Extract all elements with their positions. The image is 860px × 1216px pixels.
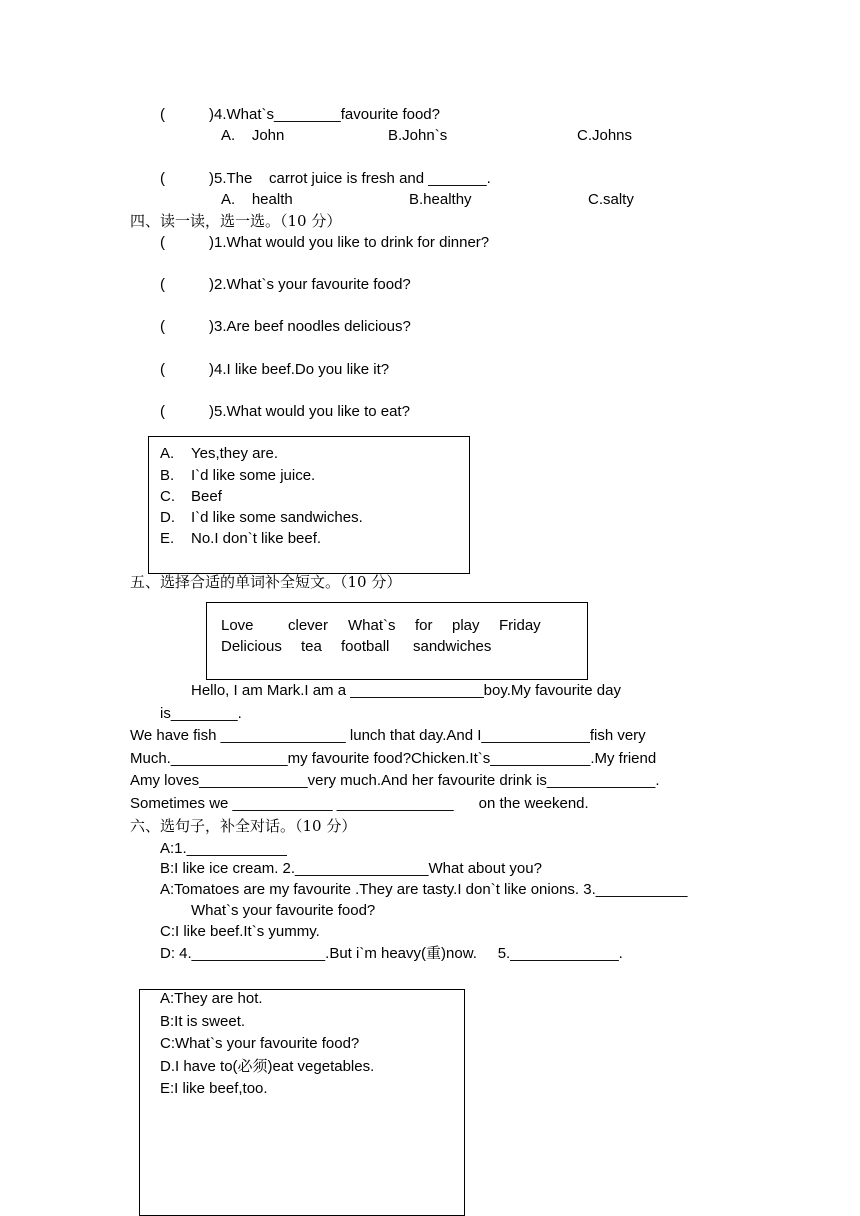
passage-line: We have fish _______________ lunch that day.And I_____________fish very (130, 727, 646, 744)
p4-q1-text: )1.What would you like to drink for dinner? (209, 234, 490, 251)
p4-q4-paren: ( (160, 361, 165, 378)
p4-option-letter-b: B. (160, 467, 175, 484)
passage-line: Amy loves_____________very much.And her favourite drink is_____________. (130, 772, 660, 789)
part6-heading: 六、选句子，补全对话。（10 分） (130, 817, 357, 835)
p4-option-text-a: Yes,they are. (191, 445, 279, 462)
q4-option-b: B.John`s (388, 127, 448, 144)
p4-q2-paren: ( (160, 276, 165, 293)
p4-q4-text: )4.I like beef.Do you like it? (209, 361, 390, 378)
p4-option-letter-a: A. (160, 445, 175, 462)
dialogue-line: C:I like beef.It`s yummy. (160, 923, 320, 940)
p4-q2-text: )2.What`s your favourite food? (209, 276, 411, 293)
dialogue-line: What`s your favourite food? (191, 902, 376, 919)
passage-line: Much.______________my favourite food?Chicken.It`s____________.My friend (130, 750, 657, 767)
p4-option-letter-e: E. (160, 530, 175, 547)
p4-option-text-e: No.I don`t like beef. (191, 530, 322, 547)
word-bank-item: Love (221, 617, 254, 634)
q5-text: )5.The carrot juice is fresh and _______. (209, 170, 491, 187)
dialogue-line: A:1.____________ (160, 840, 287, 857)
part4-heading: 四、读一读，选一选。（10 分） (130, 212, 342, 230)
q5-option-b: B.healthy (409, 191, 472, 208)
p6-option: E:I like beef,too. (160, 1080, 268, 1097)
word-bank-item: Delicious (221, 638, 282, 655)
dialogue-line: D: 4.________________.But i`m heavy(重)now. 5._____________. (160, 945, 623, 962)
word-bank-item: play (452, 617, 480, 634)
word-bank-item: football (341, 638, 390, 655)
q4-text: )4.What`s________favourite food? (209, 106, 440, 123)
p4-q5-paren: ( (160, 403, 165, 420)
part5-heading: 五、选择合适的单词补全短文。（10 分） (130, 573, 402, 591)
passage-line: Sometimes we ____________ ______________ on the weekend. (130, 795, 589, 812)
p4-q1-paren: ( (160, 234, 165, 251)
p4-q5-text: )5.What would you like to eat? (209, 403, 410, 420)
p6-option: B:It is sweet. (160, 1013, 246, 1030)
passage-line: Hello, I am Mark.I am a ________________boy.My favourite day (191, 682, 621, 699)
dialogue-line: B:I like ice cream. 2.________________What about you? (160, 860, 542, 877)
dialogue-line: A:Tomatoes are my favourite .They are tasty.I don`t like onions. 3.___________ (160, 881, 688, 898)
p6-option: D.I have to(必须)eat vegetables. (160, 1058, 375, 1075)
q4-option-a: A. John (221, 127, 285, 144)
word-bank-item: for (415, 617, 433, 634)
q4-option-c: C.Johns (577, 127, 633, 144)
q5-option-a: A. health (221, 191, 293, 208)
q5-paren: ( (160, 170, 165, 187)
p4-q3-paren: ( (160, 318, 165, 335)
word-bank-item: sandwiches (413, 638, 492, 655)
p4-q3-text: )3.Are beef noodles delicious? (209, 318, 411, 335)
p4-option-text-b: I`d like some juice. (191, 467, 316, 484)
word-bank-item: clever (288, 617, 329, 634)
passage-line: is________. (160, 705, 242, 722)
p6-option: A:They are hot. (160, 990, 263, 1007)
p4-option-text-d: I`d like some sandwiches. (191, 509, 363, 526)
p4-option-text-c: Beef (191, 488, 222, 505)
q5-option-c: C.salty (588, 191, 634, 208)
q4-paren: ( (160, 106, 165, 123)
p6-option: C:What`s your favourite food? (160, 1035, 360, 1052)
word-bank-item: What`s (348, 617, 396, 634)
p4-option-letter-d: D. (160, 509, 175, 526)
word-bank-item: tea (301, 638, 322, 655)
word-bank-item: Friday (499, 617, 541, 634)
p4-option-letter-c: C. (160, 488, 175, 505)
